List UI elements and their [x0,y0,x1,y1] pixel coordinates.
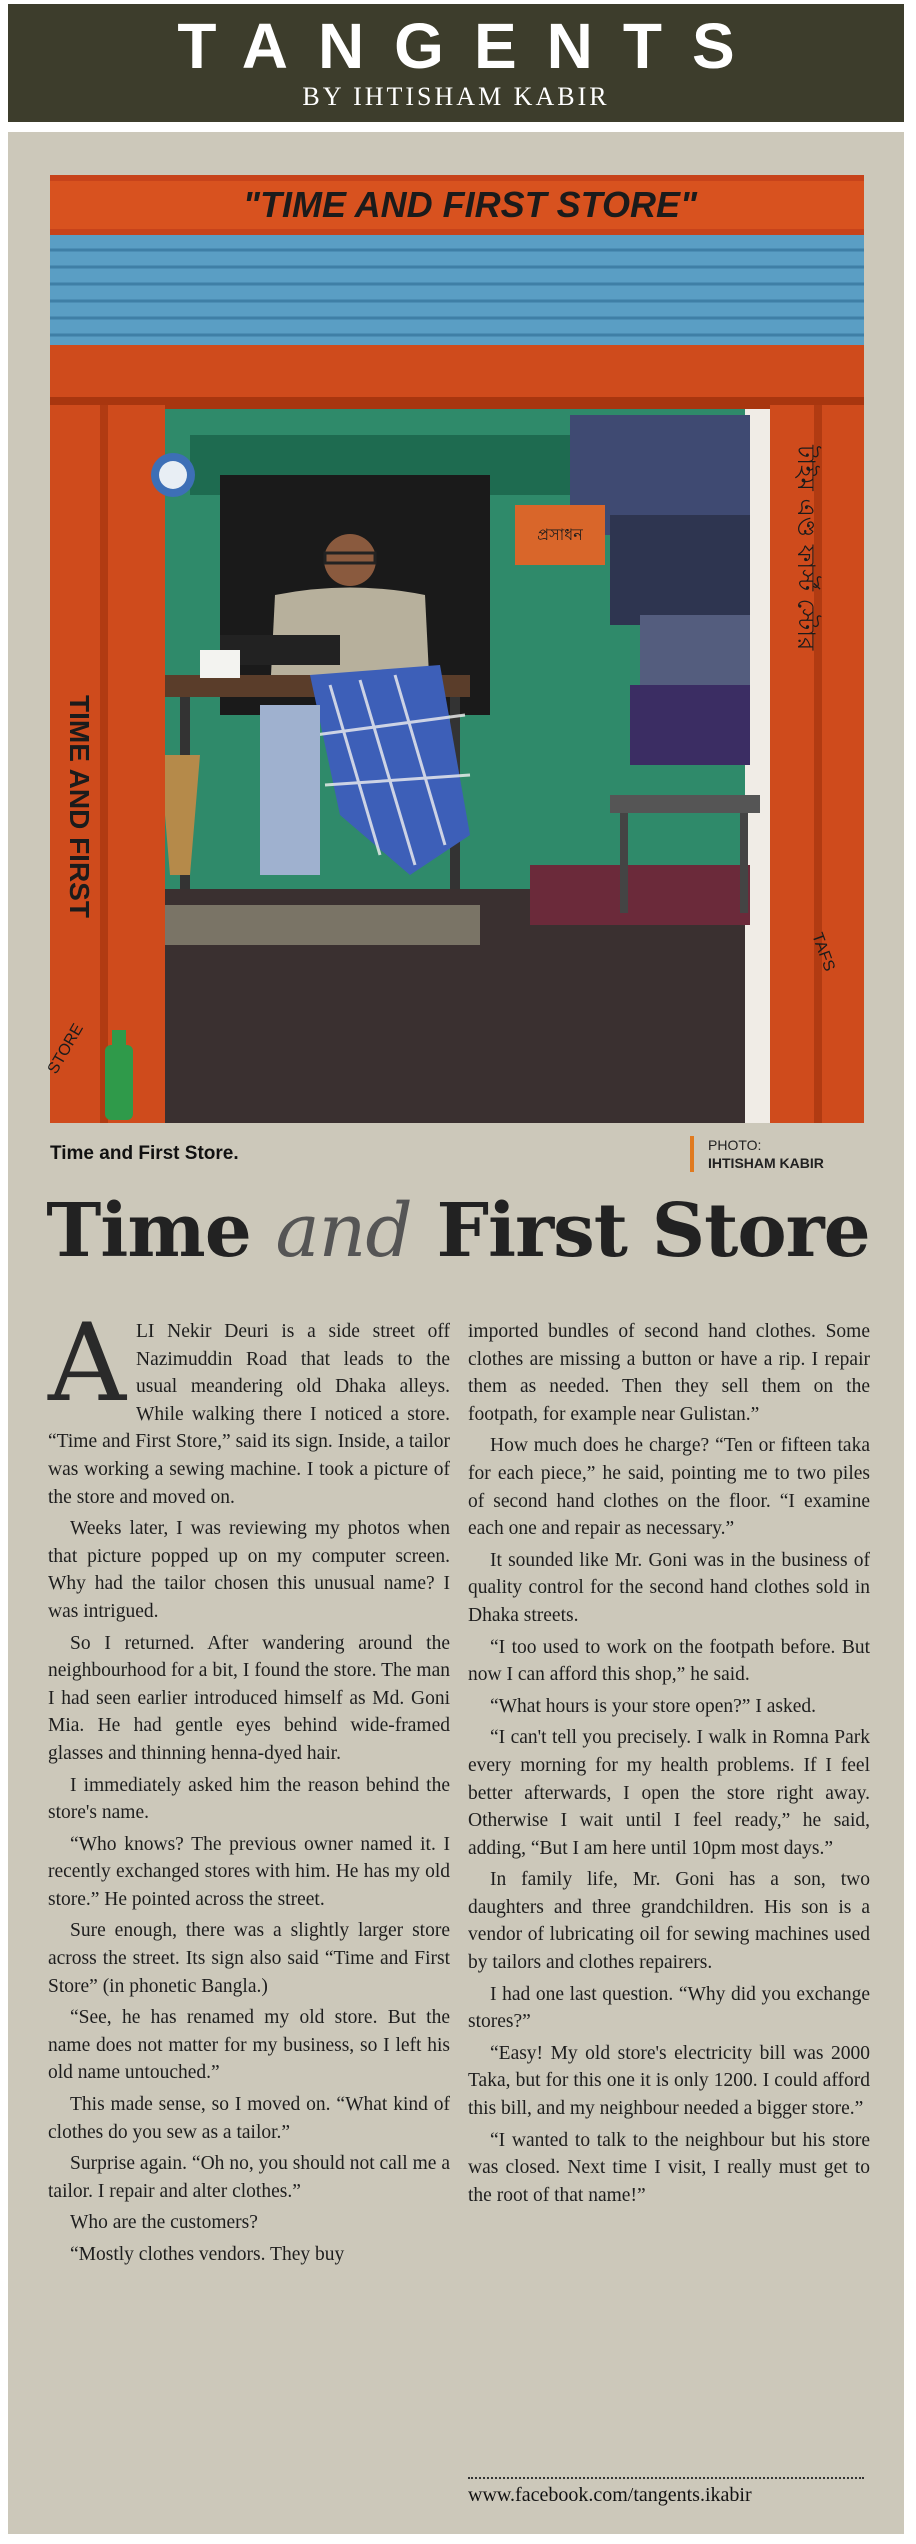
paragraph: This made sense, so I moved on. “What kind of clothes do you sew as a tailor.” [48,2094,450,2143]
headline-part-2: and [275,1188,412,1274]
facebook-link[interactable]: www.facebook.com/tangents.ikabir [468,2484,752,2506]
paragraph: I had one last question. “Why did you exchange stores?” [468,1983,870,2033]
paragraph: So I returned. After wandering around the neighbourhood for a bit, I found the store. The man I had seen earlier introduced himself as Md. Goni Mia. He had gentle eyes behind wide-framed glasses and thinning henna-dyed hair. [48,1632,450,1764]
photo-credit-name: IHTISHAM KABIR [708,1155,824,1171]
paragraph: “See, he has renamed my old store. But the name does not matter for my business, so I left his old name untouched.” [48,2007,450,2084]
paragraph: “Easy! My old store's electricity bill was 2000 Taka, but for this one it is only 1200. I could afford this bill, and my neighbour needed a bigger store.” [468,2042,870,2120]
paragraph: Who are the customers? [70,2212,258,2234]
paragraph: “Who knows? The previous owner named it. I recently exchanged stores with him. He has my old store.” He pointed across the street. [48,1833,450,1910]
masthead [8,4,904,122]
right-bangla-sign: টাইম এণ্ড ফার্স্ট স্টোর [792,445,820,651]
paragraph: Sure enough, there was a slightly larger store across the street. Its sign also said “Time and First Store” (in phonetic Bangla.) [48,1920,450,1997]
left-store-sign: TIME AND FIRST [64,695,95,918]
footer-divider [468,2477,864,2479]
photo-credit-label: PHOTO: [708,1137,762,1153]
right-store-sign-small: TAFS [808,930,838,974]
paragraph: In family life, Mr. Goni has a son, two daughters and three grandchildren. His son is a vendor of lubricating oil for sewing machines used by tailors and clothes repairers. [468,1869,870,1974]
paragraph: Weeks later, I was reviewing my photos when that picture popped up on my computer screen. Why had the tailor chosen this unusual name? I was intrigued. [48,1518,450,1622]
photo-credit [690,1136,824,1172]
paragraph: “I can't tell you precisely. I walk in Romna Park every morning for my health problems. If I feel better afterwards, I open the store right away. Otherwise I wait until I feel ready,” he said, adding, “But I am here until 10pm most days.” [468,1727,870,1859]
headline-part-1: Time [46,1188,276,1274]
paragraph: It sounded like Mr. Goni was in the business of quality control for the second hand clothes sold in Dhaka streets. [468,1549,870,1626]
inner-bangla-sign: প্রসাধন [537,525,583,544]
paragraph: Surprise again. “Oh no, you should not call me a tailor. I repair and alter clothes.” [48,2153,450,2202]
paragraph: “I wanted to talk to the neighbour but his store was closed. Next time I visit, I really must get to the root of that name!” [468,2129,870,2206]
column-title: TANGENTS [177,10,765,82]
article-headline [0,1188,916,1274]
store-photo [44,175,864,1123]
paragraph: ALI Nekir Deuri is a side street off Nazimuddin Road that leads to the usual meandering old Dhaka alleys. While walking there I noticed a store. “Time and First Store,” said its sign. Inside, a tailor was working a sewing machine. I took a picture of the store and moved on. [48,1301,450,1508]
paragraph: How much does he charge? “Ten or fifteen taka for each piece,” he said, pointing me to two piles of second hand clothes on the floor. “I examine each one and repair as necessary.” [468,1435,870,1540]
article-column-right [468,1318,870,2213]
top-store-sign: "TIME AND FIRST STORE" [242,184,698,225]
byline: BY IHTISHAM KABIR [302,82,610,111]
headline-part-3: First Store [411,1188,870,1274]
paragraph: I immediately asked him the reason behind the store's name. [48,1774,450,1824]
photo-caption: Time and First Store. [50,1143,239,1164]
drop-cap: A [48,1301,126,1426]
paragraph: “I too used to work on the footpath before. But now I can afford this shop,” he said. [468,1636,870,1686]
paragraph: “Mostly clothes vendors. They buy [70,2244,345,2265]
paragraph: imported bundles of second hand clothes. Some clothes are missing a button or have a rip. I repair them as needed. Then they sell them on the footpath, for example near Gulistan.” [468,1321,870,1425]
left-store-sign-small: STORE [44,1021,87,1077]
paragraph: “What hours is your store open?” I asked. [490,1695,816,1717]
article-column-left [48,1301,450,2273]
